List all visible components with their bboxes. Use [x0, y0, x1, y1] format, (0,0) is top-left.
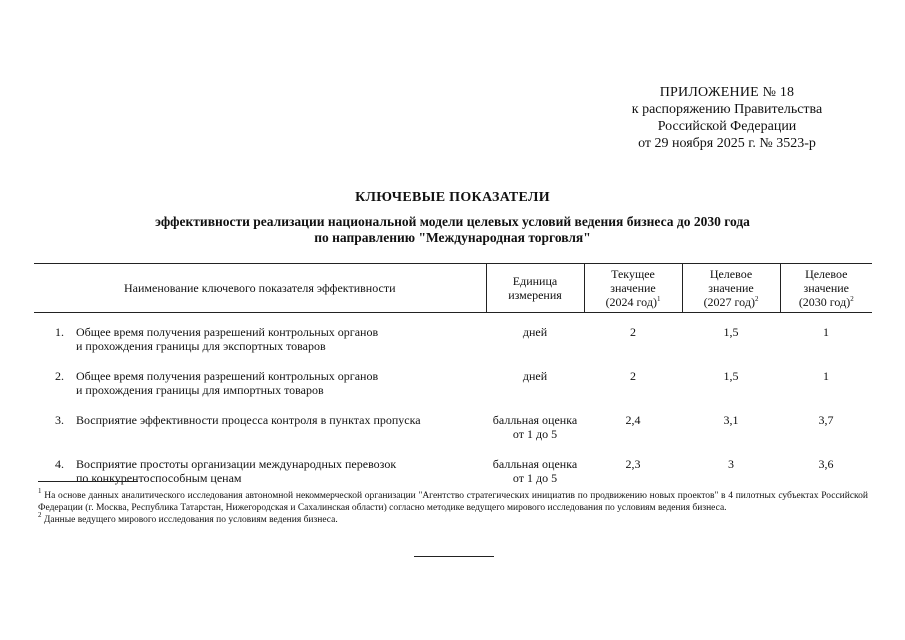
- subtitle-line-2: по направлению "Международная торговля": [314, 230, 591, 245]
- unit-cell: [486, 313, 584, 360]
- indicator-name-line-1: Восприятие простоты организации международных перевозок: [76, 457, 397, 471]
- indicator-name: [74, 447, 486, 491]
- indicator-name-line-1: Общее время получения разрешений контрольных органов: [76, 325, 379, 339]
- header-current-line-3: [587, 295, 680, 309]
- unit-line-2: от 1 до 5: [512, 471, 558, 485]
- row-number: 4.: [55, 457, 64, 471]
- appendix-line-federation: Российской Федерации: [657, 119, 797, 134]
- header-name: Наименование ключевого показателя эффективности: [34, 264, 486, 313]
- row-number: 3.: [55, 413, 64, 427]
- document-title: КЛЮЧЕВЫЕ ПОКАЗАТЕЛИ: [355, 190, 550, 205]
- footnote-2: [38, 511, 868, 526]
- header-target-2027: [682, 264, 780, 313]
- target-2030-value: 1: [823, 369, 829, 383]
- current-value: 2: [630, 325, 636, 339]
- target-2030-value: 1: [823, 325, 829, 339]
- header-current: [584, 264, 682, 313]
- row-number: 2.: [55, 369, 64, 383]
- indicator-name: [74, 313, 486, 360]
- target-2027-value: 3: [728, 457, 734, 471]
- header-unit-line-1: Единица: [512, 274, 558, 288]
- footnote-1: [38, 487, 869, 514]
- footnote-ref-2: 2: [850, 295, 854, 303]
- target-2030-value: 3,6: [818, 457, 834, 471]
- header-target-2030-line-1: Целевое: [805, 267, 848, 281]
- indicator-name-line-2: по конкурентоспособным ценам: [76, 471, 242, 485]
- unit-cell: [486, 447, 584, 491]
- target-2027-value: 3,1: [723, 413, 739, 427]
- row-number: 1.: [55, 325, 64, 339]
- document-subtitle: [0, 214, 905, 246]
- header-unit: [486, 264, 584, 313]
- footnote-1-text: На основе данных аналитического исследования автономной некоммерческой организации "Агентство стратегических инициатив по продвижению новых проектов" в 4 пилотных субъектах Российской Федерации (г. Москва, Республика Татарстан, Нижегородская и Сахалинская области) согласно методике ведущего мирового исследования по условиям ведения бизнеса.: [38, 491, 869, 513]
- footnotes: [38, 487, 869, 526]
- header-current-line-2: значение: [610, 281, 656, 295]
- unit-line-2: от 1 до 5: [512, 427, 558, 441]
- appendix-line-order: к распоряжению Правительства: [631, 102, 823, 117]
- header-unit-line-2: измерения: [508, 288, 562, 302]
- subtitle-line-1: эффективности реализации национальной модели целевых условий ведения бизнеса до 2030 года: [155, 214, 750, 229]
- header-target-2027-line-3: [685, 295, 778, 309]
- appendix-number: ПРИЛОЖЕНИЕ № 18: [659, 85, 795, 100]
- current-value: 2,4: [625, 413, 641, 427]
- table-header-row: [34, 264, 872, 313]
- target-2027-value: 1,5: [723, 325, 739, 339]
- appendix-line-date: от 29 ноября 2025 г. № 3523-р: [638, 136, 816, 151]
- table-row: [34, 447, 872, 491]
- unit-line-1: балльная оценка: [492, 413, 578, 427]
- unit-line-1: балльная оценка: [492, 457, 578, 471]
- table-row: [34, 359, 872, 403]
- header-current-year: (2024 год): [605, 295, 657, 309]
- indicator-name-line-2: и прохождения границы для импортных товаров: [76, 383, 324, 397]
- target-2027-value: 1,5: [723, 369, 739, 383]
- indicator-name-line-1: Восприятие эффективности процесса контроля в пунктах пропуска: [76, 413, 421, 427]
- header-target-2027-line-2: значение: [708, 281, 754, 295]
- target-2030-value: 3,7: [818, 413, 834, 427]
- unit-line-1: дней: [522, 369, 548, 383]
- footnote-1-marker: 1: [38, 487, 42, 495]
- header-target-2030-line-2: значение: [803, 281, 850, 295]
- unit-line-1: дней: [522, 325, 548, 339]
- unit-cell: [486, 359, 584, 403]
- indicator-name: [74, 403, 486, 447]
- current-value: 2: [630, 369, 636, 383]
- unit-cell: [486, 403, 584, 447]
- end-divider: [414, 556, 494, 557]
- header-current-line-1: Текущее: [611, 267, 655, 281]
- table-row: [34, 313, 872, 360]
- header-target-2030-line-3: [783, 295, 871, 309]
- current-value: 2,3: [625, 457, 641, 471]
- header-target-2027-line-1: Целевое: [709, 267, 753, 281]
- footnote-2-text: Данные ведущего мирового исследования по условиям ведения бизнеса.: [43, 515, 338, 525]
- header-target-2030: [780, 264, 872, 313]
- indicator-name-line-2: и прохождения границы для экспортных товаров: [76, 339, 326, 353]
- kpi-table: [34, 263, 872, 491]
- footnote-ref-1: 1: [656, 295, 661, 303]
- header-target-2027-year: (2027 год): [703, 295, 755, 309]
- footnote-2-marker: 2: [38, 511, 42, 519]
- appendix-block: [597, 84, 857, 152]
- indicator-name-line-1: Общее время получения разрешений контрольных органов: [76, 369, 379, 383]
- footnote-divider: [38, 481, 138, 482]
- table-row: [34, 403, 872, 447]
- indicator-name: [74, 359, 486, 403]
- header-target-2030-year: (2030 год): [798, 295, 851, 309]
- footnote-ref-2: 2: [754, 295, 759, 303]
